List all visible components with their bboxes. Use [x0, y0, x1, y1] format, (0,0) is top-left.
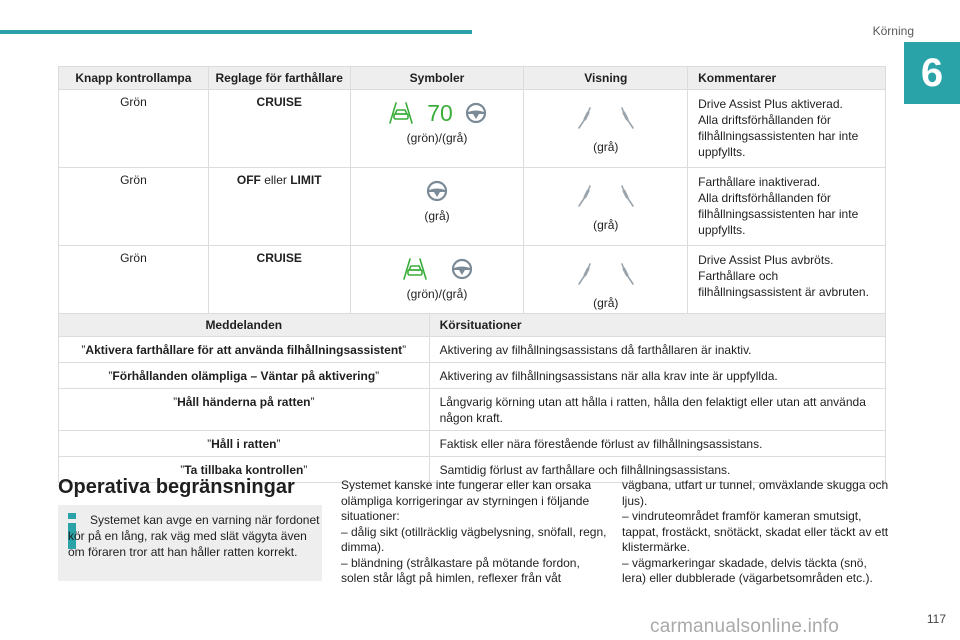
page-number: 117 [926, 612, 946, 626]
indicator-table [58, 66, 886, 324]
table-row [59, 246, 886, 324]
column-header: Kommentarer [688, 67, 886, 90]
control-label: CRUISE [256, 95, 302, 109]
comment-line: Drive Assist Plus aktiverad. [698, 97, 843, 111]
message-text: Håll i ratten [211, 437, 277, 451]
section-heading: Operativa begränsningar [58, 476, 295, 498]
situation-cell: Faktisk eller nära förestående förlust av filhållningsassistans. [429, 431, 885, 457]
message-text: Aktivera farthållare för att använda filhållningsassistent [85, 343, 403, 357]
display-cell [524, 168, 688, 246]
lamp-cell: Grön [59, 246, 209, 324]
steering-wheel-icon [465, 102, 487, 124]
display-caption: (grå) [593, 140, 619, 154]
display-cell [524, 246, 688, 324]
comment-line: Alla driftsförhållanden för filhållningsassistenten har inte uppfyllts. [698, 191, 859, 237]
situation-cell: Långvarig körning utan att hålla i ratten, hålla den felaktigt eller utan att använda någon kraft. [429, 389, 885, 431]
symbol-cell [350, 246, 524, 324]
lamp-cell: Grön [59, 90, 209, 168]
control-label: LIMIT [290, 173, 322, 187]
info-text: Systemet kan avge en varning när fordonet kör på en lång, rak väg med slät vägyta även om föraren tror att han håller ratten korrekt. [68, 513, 320, 559]
column-header: Symboler [350, 67, 524, 90]
column-header: Meddelanden [59, 314, 430, 337]
symbol-caption: (grå) [424, 209, 450, 223]
lane-lines-icon [576, 184, 636, 208]
set-speed-value: 70 [427, 100, 453, 126]
lane-lines-icon [576, 106, 636, 130]
symbol-caption: (grön)/(grå) [406, 131, 468, 145]
body-column: Systemet kanske inte fungerar eller kan orsaka olämpliga korrigeringar av styrningen i följande situationer: – dålig sikt (otillräcklig vägbelysning, snöfall, regn, dimma). – bländning (strålkastare på mötande fordon, solen står lågt på himlen, reflexer från våt [341, 478, 607, 585]
message-cell: ”Förhållanden olämpliga – Väntar på aktivering” [59, 363, 430, 389]
table-row [59, 168, 886, 246]
table-row [59, 337, 886, 363]
control-label: CRUISE [256, 251, 302, 265]
table-row [59, 389, 886, 431]
column-header: Knapp kontrollampa [59, 67, 209, 90]
chapter-number-tab: 6 [904, 42, 960, 104]
message-text: Ta tillbaka kontrollen [184, 463, 304, 477]
lane-assist-car-icon [387, 102, 415, 124]
steering-wheel-icon [451, 258, 473, 280]
header-accent-bar [0, 30, 472, 34]
symbol-caption: (grön)/(grå) [406, 287, 468, 301]
column-header: Reglage för farthållare [208, 67, 350, 90]
message-cell: ”Aktivera farthållare för att använda filhållningsassistent” [59, 337, 430, 363]
column-header: Körsituationer [429, 314, 885, 337]
watermark: carmanualsonline.info [650, 616, 840, 637]
lane-assist-car-icon [401, 258, 429, 280]
table-header-row [59, 314, 886, 337]
display-caption: (grå) [593, 218, 619, 232]
control-cell [208, 90, 350, 168]
control-connector: eller [260, 173, 291, 187]
comment-line: Drive Assist Plus avbröts. [698, 253, 834, 267]
column-header: Visning [524, 67, 688, 90]
comment-line: Farthållare inaktiverad. [698, 175, 821, 189]
table-row [59, 431, 886, 457]
table-row [59, 90, 886, 168]
message-cell: ”Håll i ratten” [59, 431, 430, 457]
comment-cell [688, 168, 886, 246]
display-caption: (grå) [593, 296, 619, 310]
message-cell: ”Håll händerna på ratten” [59, 389, 430, 431]
comment-cell [688, 90, 886, 168]
situation-cell: Samtidig förlust av farthållare och filhållningsassistans. [429, 457, 885, 483]
comment-line: Alla driftsförhållanden för filhållningsassistenten har inte uppfyllts. [698, 113, 859, 159]
control-label: OFF [236, 173, 261, 187]
control-cell [208, 168, 350, 246]
symbol-cell [350, 90, 524, 168]
display-cell [524, 90, 688, 168]
lamp-cell: Grön [59, 168, 209, 246]
section-label: Körning [872, 24, 914, 38]
table-row [59, 363, 886, 389]
messages-table [58, 313, 886, 483]
lane-lines-icon [576, 262, 636, 286]
control-cell [208, 246, 350, 324]
comment-line: Farthållare och filhållningsassistent är avbruten. [698, 269, 869, 299]
info-box [58, 505, 322, 581]
message-text: Håll händerna på ratten [177, 395, 311, 409]
steering-wheel-icon [426, 180, 448, 202]
message-cell: ”Ta tillbaka kontrollen” [59, 457, 430, 483]
situation-cell: Aktivering av filhållningsassistans när alla krav inte är uppfyllda. [429, 363, 885, 389]
situation-cell: Aktivering av filhållningsassistans då farthållaren är inaktiv. [429, 337, 885, 363]
body-column: vägbana, utfart ur tunnel, omväxlande skugga och ljus). – vindruteområdet framför kameran smutsigt, tappat, frostäckt, snötäckt, skadat eller täckt av ett klistermärke. – vägmarkeringar skadade, delvis täckta (snö, lera) eller dubblerade (vägarbetsområden etc.). [622, 478, 889, 585]
comment-cell [688, 246, 886, 324]
table-header-row [59, 67, 886, 90]
message-text: Förhållanden olämpliga – Väntar på aktivering [112, 369, 376, 383]
symbol-cell [350, 168, 524, 246]
